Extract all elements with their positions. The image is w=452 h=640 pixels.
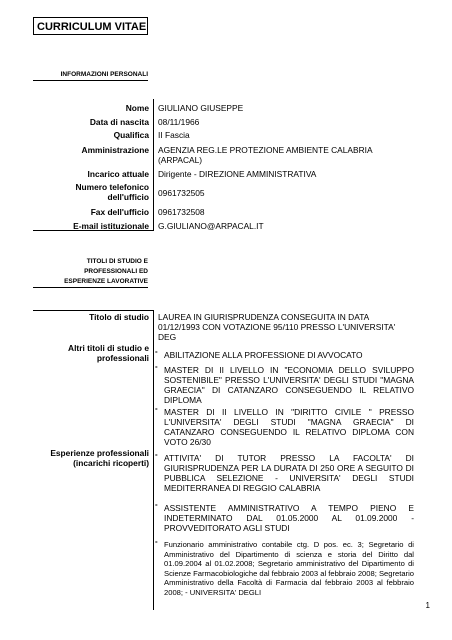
label-esperienze: Esperienze professionali (incarichi ricoperti) <box>50 448 149 468</box>
label-qualifica: Qualifica <box>113 130 149 140</box>
label-email: E-mail istituzionale <box>73 221 149 231</box>
esperienze-item-3: Funzionario amministrativo contabile ctg. D pos. ec. 3; Segretario di Amministrativo del Dipartimento di scienza e storia del Diritto dal 01.09.2004 al 01.02.2008; Segretario amministrativo del Dipartimento di Scienze Farmacobiologiche dal febbraio 2003 al febbraio 2008; Segretario Amministrativo della Facoltà di Farmacia dal febbraio 2003 al febbraio 2008; - UNIVERSITA' DEGLI <box>164 540 414 597</box>
label-altri-titoli: Altri titoli di studio e professionali <box>68 343 149 363</box>
value-incarico: Dirigente - DIREZIONE AMMINISTRATIVA <box>158 169 317 179</box>
bullet-marker: - <box>155 347 158 356</box>
section-studies-line2: PROFESSIONALI ED <box>84 268 148 275</box>
value-amministrazione: AGENZIA REG.LE PROTEZIONE AMBIENTE CALABRIA (ARPACAL) <box>158 145 373 165</box>
section-personal-label: INFORMAZIONI PERSONALI <box>60 71 148 78</box>
value-qualifica: II Fascia <box>158 130 190 140</box>
bullet-marker: - <box>155 450 158 459</box>
bullet-marker: - <box>155 362 158 371</box>
esperienze-item-2: ASSISTENTE AMMINISTRATIVO A TEMPO PIENO E INDETERMINATO DAL 01.05.2000 AL 01.09.2000 - PROVVEDITORATO AGLI STUDI <box>164 503 414 533</box>
section-studies-line3: ESPERIENZE LAVORATIVE <box>64 278 148 285</box>
value-telefono: 0961732505 <box>158 188 205 198</box>
bullet-marker: - <box>155 500 158 509</box>
value-fax: 0961732508 <box>158 207 205 217</box>
value-nome: GIULIANO GIUSEPPE <box>158 103 244 113</box>
value-data-nascita: 08/11/1966 <box>158 117 200 127</box>
section-studies <box>33 257 148 288</box>
label-titolo-studio: Titolo di studio <box>89 312 149 322</box>
label-fax: Fax dell'ufficio <box>90 207 149 217</box>
esperienze-item-1: ATTIVITA' DI TUTOR PRESSO LA FACOLTA' DI GIURISPRUDENZA PER LA DURATA DI 250 ORE A SEGUITO DI PUBBLICA SELEZIONE - UNIVERSITA' DEGLI STUDI MEDITERRANEA DI REGGIO CALABRIA <box>164 453 414 493</box>
page-number: 1 <box>425 601 430 610</box>
label-nome: Nome <box>125 103 149 113</box>
value-titolo-studio: LAUREA IN GIURISPRUDENZA CONSEGUITA IN DATA 01/12/1993 CON VOTAZIONE 95/110 PRESSO L'UNIVERSITA' DEG <box>158 312 396 342</box>
section-studies-line1: TITOLI DI STUDIO E <box>86 258 148 265</box>
bullet-marker: - <box>155 537 158 546</box>
altri-item-2: MASTER DI II LIVELLO IN "ECONOMIA DELLO SVILUPPO SOSTENIBILE" PRESSO L'UNIVERSITA' DEGLI STUDI "MAGNA GRAECIA" DI CATANZARO CONSEGUENDO IL RELATIVO DIPLOMA <box>164 365 414 405</box>
label-telefono: Numero telefonico dell'ufficio <box>75 182 149 202</box>
section-personal-info <box>33 70 148 81</box>
label-amministrazione: Amministrazione <box>81 145 149 155</box>
document-title: CURRICULUM VITAE <box>33 17 148 35</box>
label-incarico: Incarico attuale <box>87 169 149 179</box>
value-email: G.GIULIANO@ARPACAL.IT <box>158 221 264 231</box>
label-data-nascita: Data di nascita <box>89 117 149 127</box>
bullet-marker: - <box>155 404 158 413</box>
altri-item-1: ABILITAZIONE ALLA PROFESSIONE DI AVVOCATO <box>164 350 363 360</box>
altri-item-3: MASTER DI II LIVELLO IN "DIRITTO CIVILE " PRESSO L'UNIVERSITA' DEGLI STUDI "MAGNA GRAECIA" DI CATANZARO CONSEGUENDO IL RELATIVO DIPLOMA CON VOTO 26/30 <box>164 407 414 447</box>
